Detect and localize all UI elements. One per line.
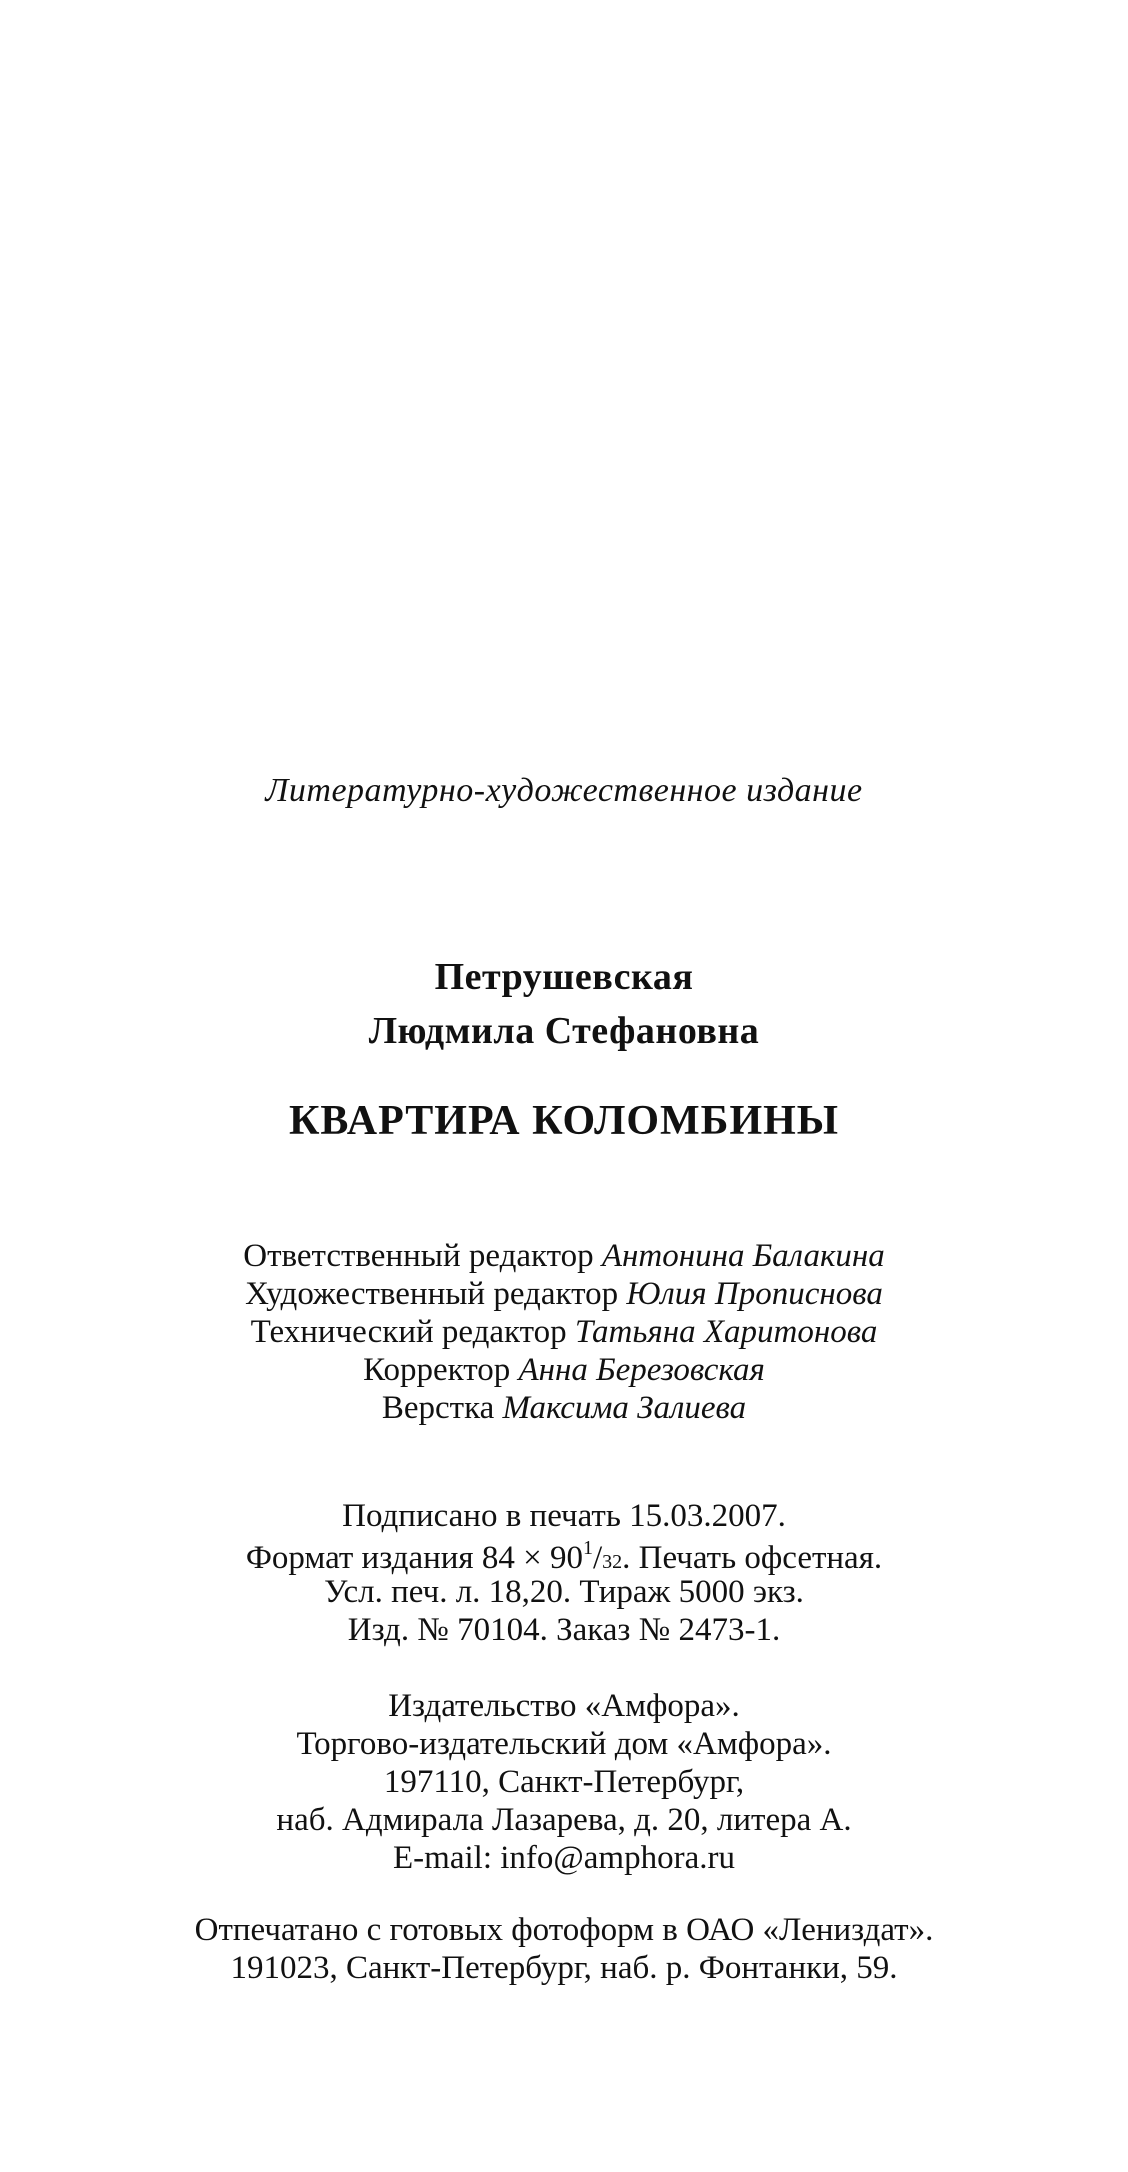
author-surname: Петрушевская — [434, 956, 694, 998]
printer-line-1: Отпечатано с готовых фотоформ в ОАО «Лениздат». — [194, 1912, 934, 1948]
credit-person: Максима Залиева — [502, 1390, 747, 1426]
credit-person: Анна Березовская — [518, 1352, 765, 1388]
book-title: КВАРТИРА КОЛОМБИНЫ — [288, 1098, 840, 1144]
format-suffix: . Печать офсетная. — [622, 1540, 883, 1576]
credit-role: Верстка — [381, 1390, 495, 1426]
print-sheets: Усл. печ. л. 18,20. Тираж 5000 экз. — [324, 1574, 804, 1610]
credit-role: Художественный редактор — [245, 1276, 619, 1312]
credit-role: Корректор — [363, 1352, 511, 1388]
order-number: Изд. № 70104. Заказ № 2473-1. — [347, 1612, 781, 1648]
credit-role: Ответственный редактор — [243, 1238, 594, 1274]
credit-person: Антонина Балакина — [601, 1238, 885, 1274]
format-prefix: Формат издания 84 × 90 — [245, 1540, 583, 1576]
format-numerator: 1 — [582, 1537, 593, 1559]
credit-line — [0, 1354, 1128, 1387]
publisher-name: Издательство «Амфора». — [388, 1688, 740, 1724]
publisher-email: E-mail: info@amphora.ru — [393, 1840, 735, 1876]
publisher-house: Торгово-издательский дом «Амфора». — [296, 1726, 832, 1762]
edition-format — [0, 1538, 1128, 1575]
credit-line — [0, 1240, 1128, 1273]
format-denominator: 32 — [602, 1551, 623, 1573]
printer-line-2: 191023, Санкт-Петербург, наб. р. Фонтанки, 59. — [230, 1950, 898, 1986]
format-slash: / — [592, 1540, 603, 1576]
publisher-street: наб. Адмирала Лазарева, д. 20, литера А. — [276, 1802, 852, 1838]
credit-line — [0, 1392, 1128, 1425]
credit-line — [0, 1278, 1128, 1311]
credit-role: Технический редактор — [250, 1314, 567, 1350]
publisher-city: 197110, Санкт-Петербург, — [383, 1764, 745, 1800]
credit-person: Татьяна Харитонова — [574, 1314, 878, 1350]
credit-line — [0, 1316, 1128, 1349]
signed-to-print: Подписано в печать 15.03.2007. — [342, 1498, 786, 1534]
author-given-names: Людмила Стефановна — [368, 1010, 760, 1052]
edition-genre: Литературно-художественное издание — [265, 772, 863, 809]
credit-person: Юлия Прописнова — [626, 1276, 883, 1312]
